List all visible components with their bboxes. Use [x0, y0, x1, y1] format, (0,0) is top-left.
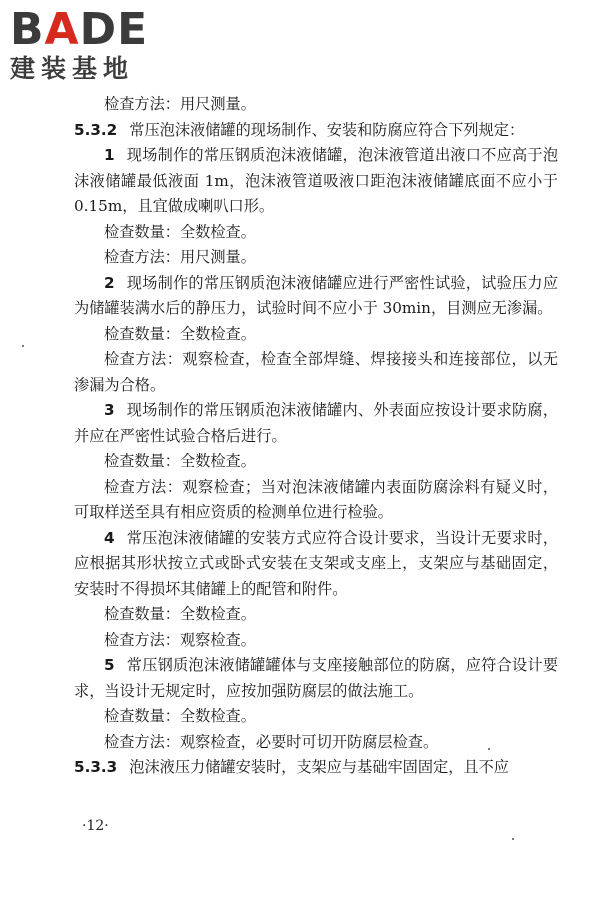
item-text: 常压钢质泡沫液储罐罐体与支座接触部位的防腐，应符合设计要求，当设计无规定时，应按加强防腐层的做法施工。 — [74, 656, 558, 700]
brand-logo — [10, 4, 175, 84]
logo-subtitle: 建装基地 — [10, 54, 135, 83]
check-method-line: 检查方法：观察检查。 — [104, 630, 256, 649]
item-text: 现场制作的常压钢质泡沫液储罐应进行严密性试验，试验压力应为储罐装满水后的静压力，试验时间不应小于 30min，目测应无渗漏。 — [74, 273, 558, 317]
item-2 — [74, 271, 558, 322]
check-method-line: 检查方法：观察检查，检查全部焊缝、焊接接头和连接部位，以无渗漏为合格。 — [74, 350, 558, 394]
logo-wordmark — [10, 4, 175, 55]
item-number: 2 — [104, 273, 115, 292]
method-line: 检查方法：用尺测量。 — [104, 95, 256, 113]
item-number: 4 — [104, 528, 115, 547]
check-quantity-line: 检查数量：全数检查。 — [104, 324, 256, 343]
section-number: 5.3.2 — [74, 120, 118, 139]
item-3 — [74, 398, 558, 449]
item-number: 1 — [104, 146, 115, 164]
logo-letters-de: DE — [79, 4, 149, 55]
scan-speck — [488, 748, 490, 750]
document-body — [74, 92, 558, 781]
section-heading-5-3-2 — [74, 118, 558, 144]
section-text: 泡沫液压力储罐安装时，支架应与基础牢固固定，且不应 — [129, 758, 509, 776]
scan-speck — [512, 838, 514, 840]
logo-letter-b: B — [10, 4, 45, 55]
check-quantity-line: 检查数量：全数检查。 — [104, 707, 256, 725]
item-number: 3 — [104, 401, 115, 419]
section-number: 5.3.3 — [74, 758, 118, 776]
item-4 — [74, 526, 558, 603]
item-number: 5 — [104, 656, 115, 674]
page-number: ·12· — [82, 818, 109, 834]
item-1 — [74, 143, 558, 220]
scan-speck — [22, 345, 24, 347]
logo-letter-a: A — [44, 4, 80, 55]
section-text: 常压泡沫液储罐的现场制作、安装和防腐应符合下列规定： — [129, 120, 525, 139]
item-text: 现场制作的常压钢质泡沫液储罐，泡沫液管道出液口不应高于泡沫液储罐最低液面 1m，泡沫液管道吸液口距泡沫液储罐底面不应小于 0.15m，且宜做成喇叭口形。 — [74, 146, 558, 215]
check-quantity-line: 检查数量：全数检查。 — [104, 452, 256, 470]
check-method-line: 检查方法：观察检查；当对泡沫液储罐内表面防腐涂料有疑义时，可取样送至具有相应资质的检测单位进行检验。 — [74, 477, 558, 521]
check-method-line: 检查方法：用尺测量。 — [104, 248, 256, 266]
item-5 — [74, 653, 558, 704]
item-text: 现场制作的常压钢质泡沫液储罐内、外表面应按设计要求防腐，并应在严密性试验合格后进行。 — [74, 401, 558, 445]
section-heading-5-3-3 — [74, 755, 558, 781]
check-method-line: 检查方法：观察检查，必要时可切开防腐层检查。 — [104, 732, 439, 751]
check-quantity-line: 检查数量：全数检查。 — [104, 222, 256, 241]
item-text: 常压泡沫液储罐的安装方式应符合设计要求，当设计无要求时，应根据其形状按立式或卧式安装在支架或支座上，支架应与基础固定，安装时不得损坏其储罐上的配管和附件。 — [74, 528, 558, 598]
check-quantity-line: 检查数量：全数检查。 — [104, 605, 256, 623]
